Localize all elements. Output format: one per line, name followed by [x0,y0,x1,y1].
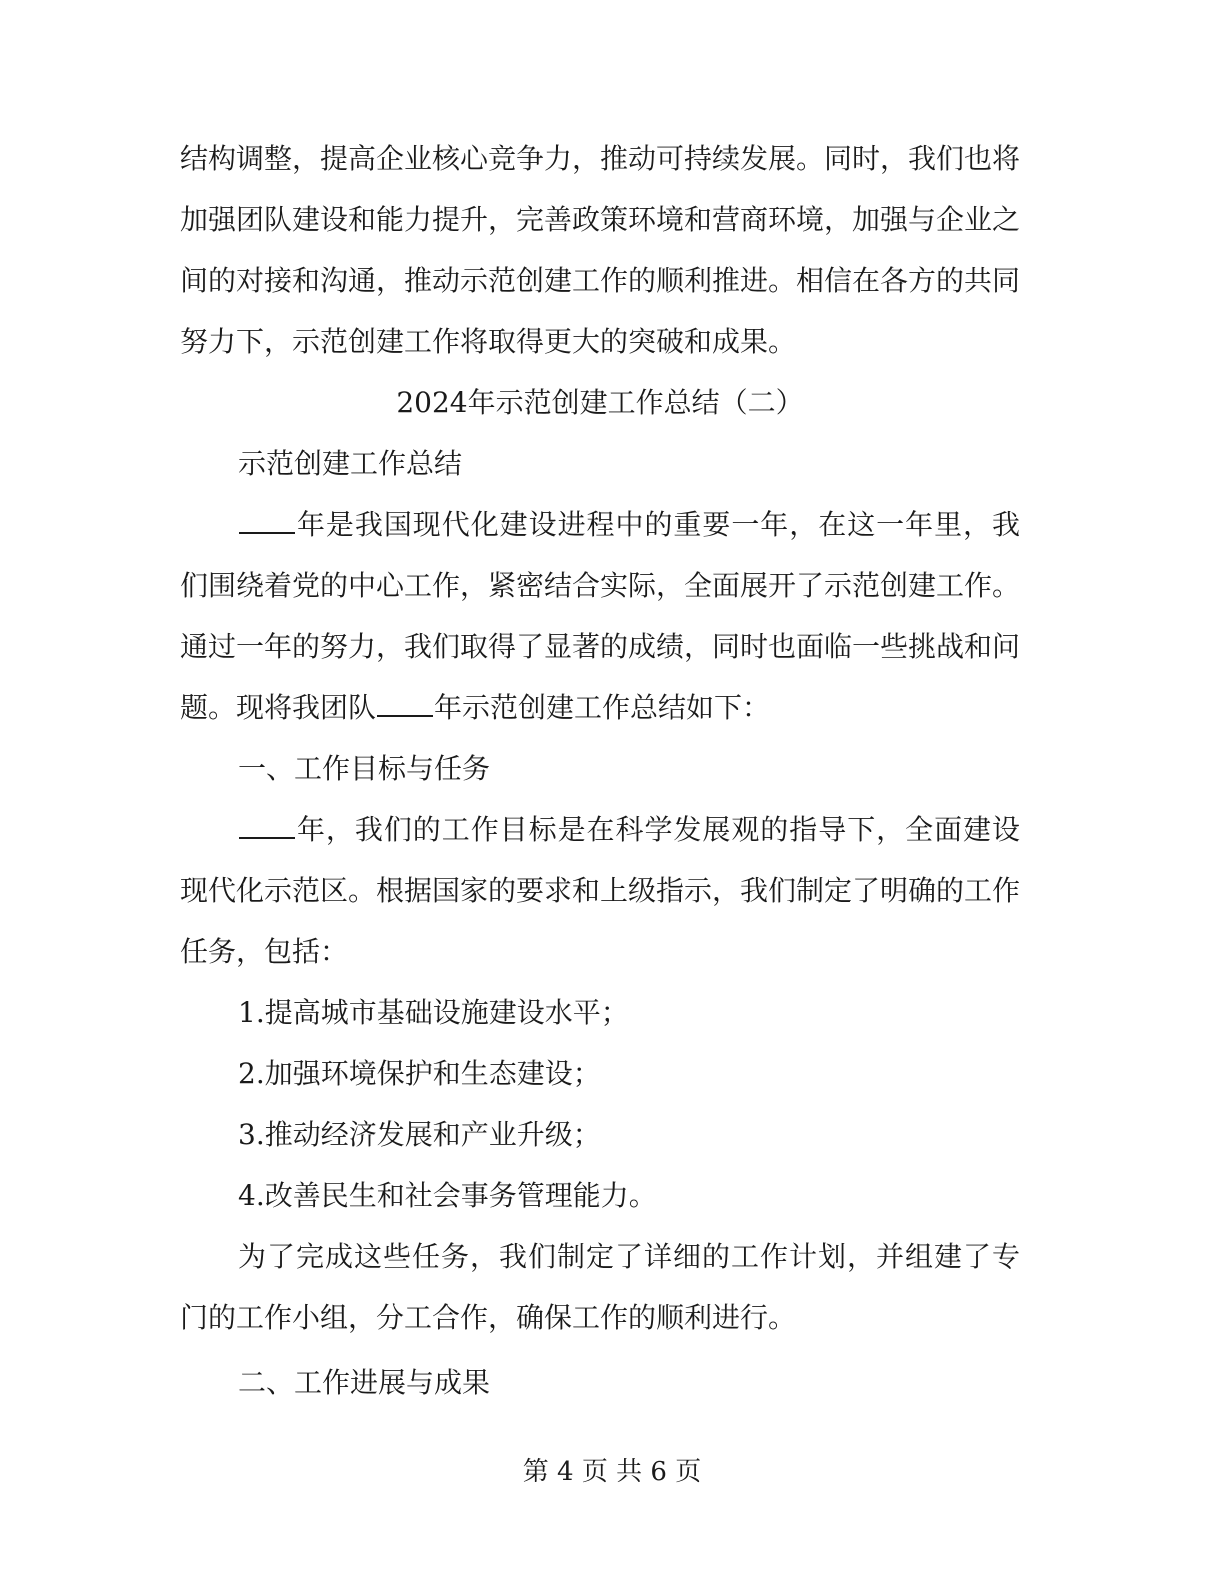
list-item: 2.加强环境保护和生态建设； [238,1057,601,1090]
paragraph-goals-text: 年，我们的工作目标是在科学发展观的指导下，全面建设现代化示范区。根据国家的要求和上级指示，我们制定了明确的工作任务，包括： [180,813,1021,968]
paragraph-intro [180,494,1020,738]
list-item: 1.提高城市基础设施建设水平； [238,996,629,1029]
heading-progress: 二、工作进展与成果 [238,1366,491,1399]
year-blank [239,811,295,839]
paragraph-continuation: 结构调整，提高企业核心竞争力，推动可持续发展。同时，我们也将加强团队建设和能力提升，完善政策环境和营商环境，加强与企业之间的对接和沟通，推动示范创建工作的顺利推进。相信在各方的共同努力下，示范创建工作将取得更大的突破和成果。 [180,142,1021,358]
page-number: 第 4 页 共 6 页 [522,1457,702,1487]
list-item: 4.改善民生和社会事务管理能力。 [238,1179,657,1212]
year-blank [239,506,295,534]
heading-goals: 一、工作目标与任务 [238,752,491,785]
document-subtitle: 示范创建工作总结 [238,447,463,480]
year-blank [377,689,433,717]
document-body [180,128,1020,1413]
paragraph-goals [180,799,1020,982]
section-title: 2024年示范创建工作总结（二） [396,386,804,419]
paragraph-intro-text-a: 年是我国现代化建设进程中的重要一年，在这一年里，我们围绕着党的中心工作，紧密结合实际，全面展开了示范创建工作。通过一年的努力，我们取得了显著的成绩，同时也面临一些挑战和问题。现将我团队 [180,508,1021,724]
page-footer [0,1452,1224,1492]
paragraph-intro-text-b: 年示范创建工作总结如下： [434,691,771,724]
paragraph-plan: 为了完成这些任务，我们制定了详细的工作计划，并组建了专门的工作小组，分工合作，确保工作的顺利进行。 [180,1240,1020,1334]
list-item: 3.推动经济发展和产业升级； [238,1118,601,1151]
